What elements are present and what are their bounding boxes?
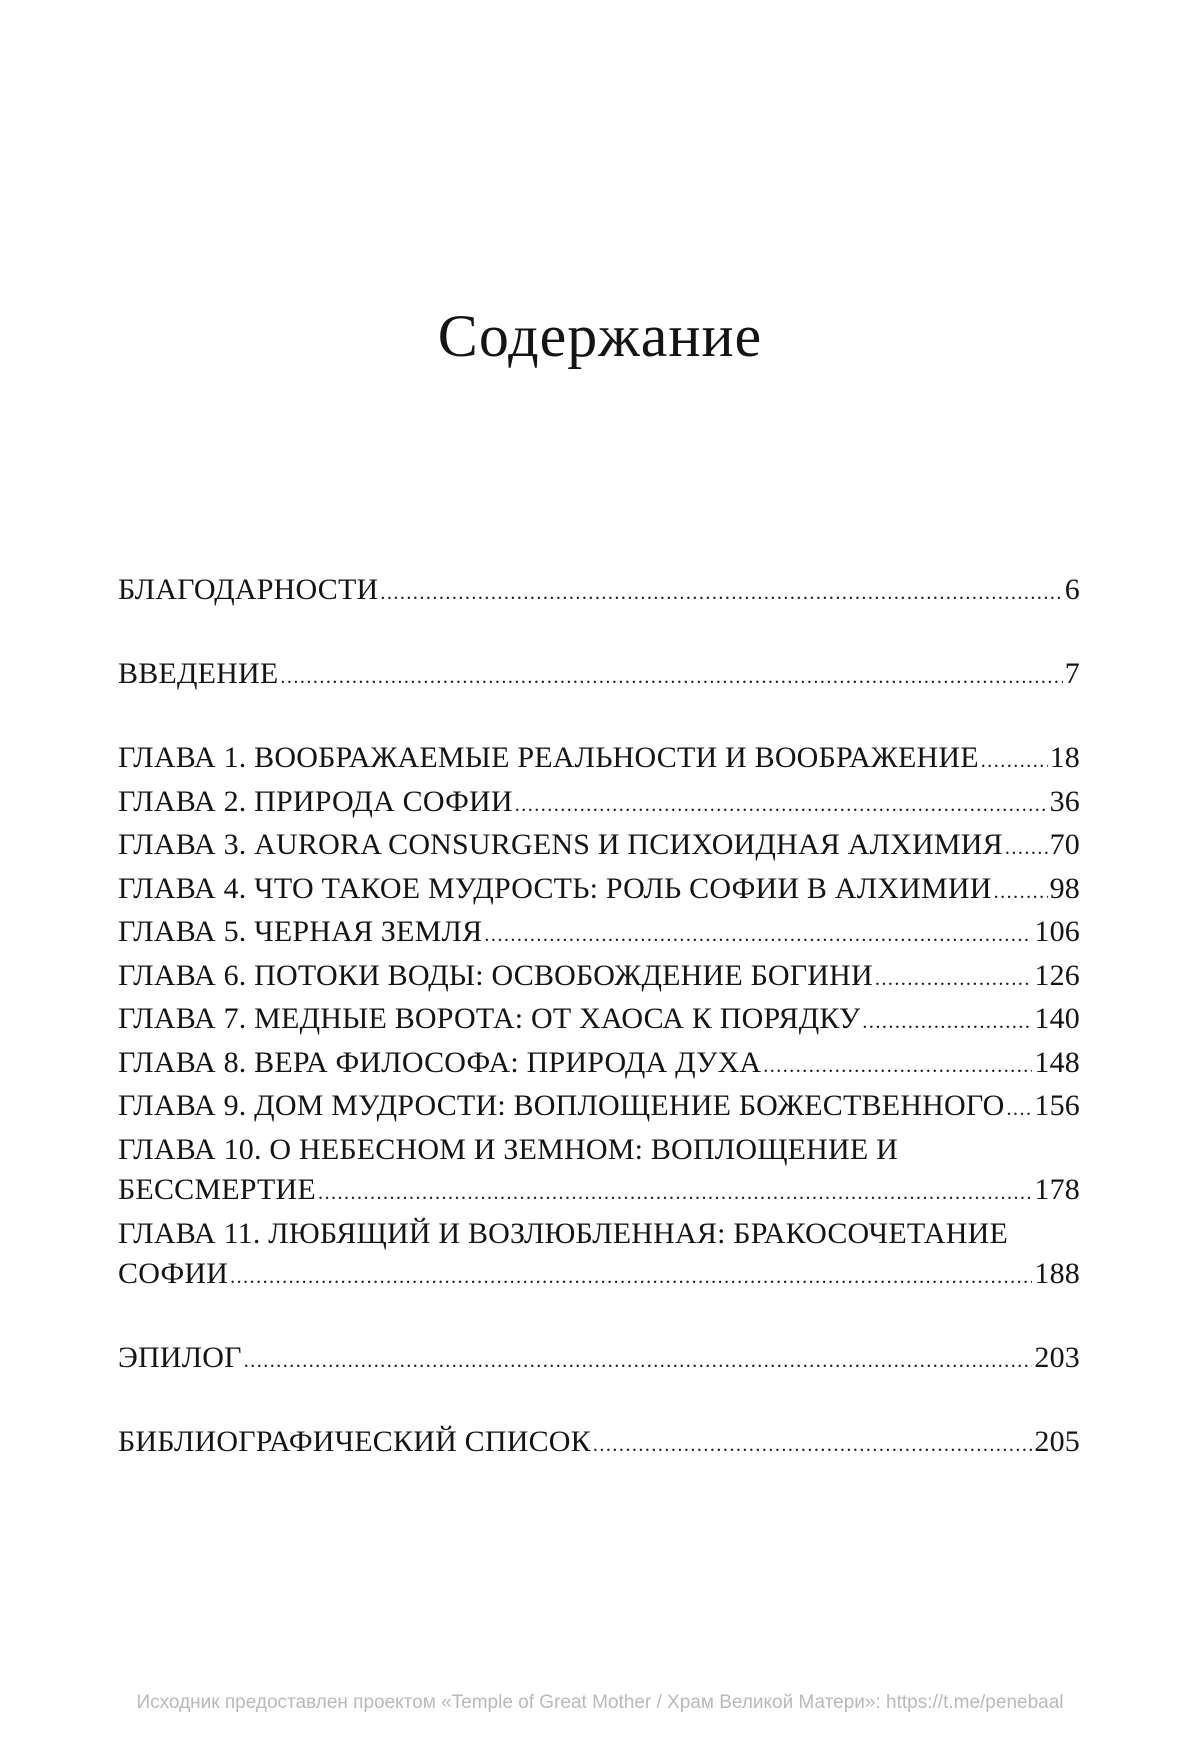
toc-entry-label: ГЛАВА 7. МЕДНЫЕ ВОРОТА: ОТ ХАОСА К ПОРЯДКУ: [118, 1002, 861, 1035]
dot-leader: [1005, 828, 1048, 869]
toc-entry-heading-line: ГЛАВА 10. О НЕБЕСНОМ И ЗЕМНОМ: ВОПЛОЩЕНИЕ И: [118, 1132, 899, 1166]
toc-entry-heading-line: ГЛАВА 11. ЛЮБЯЩИЙ И ВОЗЛЮБЛЕННАЯ: БРАКОСОЧЕТАНИЕ: [118, 1216, 1009, 1250]
toc-page-number: 140: [1034, 1002, 1080, 1035]
toc-entry-label: ГЛАВА 5. ЧЕРНАЯ ЗЕМЛЯ: [118, 915, 483, 948]
toc-entry-label: ГЛАВА 9. ДОМ МУДРОСТИ: ВОПЛОЩЕНИЕ БОЖЕСТВЕННОГО: [118, 1089, 1005, 1122]
dot-leader: [875, 959, 1033, 1000]
toc-entry-chapter-5[interactable]: [118, 912, 1080, 956]
toc-entry-bibliography[interactable]: [118, 1422, 1080, 1466]
source-watermark-note: Исходник предоставлен проектом «Temple of Great Mother / Храм Великой Матери»: https://t.me/penebaal: [136, 1692, 1064, 1713]
toc-page-number: 18: [1049, 741, 1080, 774]
toc-entry-label: ГЛАВА 3. AURORA CONSURGENS И ПСИХОИДНАЯ АЛХИМИЯ: [118, 828, 1003, 861]
toc-page-number: 7: [1064, 657, 1080, 690]
toc-page-number: 6: [1064, 573, 1080, 606]
dot-leader: [380, 573, 1062, 614]
toc-entry-chapter-7[interactable]: [118, 999, 1080, 1043]
toc-entry-label: ВВЕДЕНИЕ: [118, 657, 279, 690]
dot-leader: [981, 741, 1048, 782]
page-title: Содержание: [437, 303, 763, 369]
toc-page-number: 203: [1034, 1341, 1080, 1374]
toc-entry-chapter-8[interactable]: [118, 1043, 1080, 1087]
toc-entry-acknowledgements[interactable]: [118, 570, 1080, 614]
toc-entry-chapter-1[interactable]: [118, 738, 1080, 782]
toc-entry-label: БИБЛИОГРАФИЧЕСКИЙ СПИСОК: [118, 1425, 591, 1458]
dot-leader: [280, 657, 1062, 698]
toc-entry-introduction[interactable]: [118, 654, 1080, 698]
dot-leader: [230, 1257, 1032, 1298]
toc-page-number: 205: [1034, 1425, 1080, 1458]
toc-page-number: 36: [1049, 784, 1080, 818]
toc-entry-chapter-10[interactable]: [118, 1130, 1080, 1214]
toc-page-number: 70: [1049, 828, 1080, 861]
dot-leader: [994, 872, 1048, 913]
dot-leader: [1007, 1089, 1033, 1130]
toc-entry-chapter-6[interactable]: [118, 956, 1080, 1000]
dot-leader: [862, 1002, 1032, 1043]
toc-entry-chapter-3[interactable]: [118, 825, 1080, 869]
toc-page-number: 106: [1034, 915, 1080, 948]
dot-leader: [593, 1425, 1033, 1466]
toc-entry-label: БЛАГОДАРНОСТИ: [118, 573, 379, 606]
toc-entry-chapter-9[interactable]: [118, 1086, 1080, 1130]
toc-page-number: 188: [1034, 1257, 1080, 1290]
toc-entry-label: ГЛАВА 1. ВООБРАЖАЕМЫЕ РЕАЛЬНОСТИ И ВООБРАЖЕНИЕ: [118, 741, 979, 774]
dot-leader: [244, 1341, 1033, 1382]
toc-entry-label: СОФИИ: [118, 1257, 229, 1290]
toc-page-number: 98: [1049, 871, 1080, 905]
toc-entry-epilogue[interactable]: [118, 1338, 1080, 1382]
dot-leader: [515, 785, 1048, 826]
dot-leader: [318, 1173, 1032, 1214]
toc-entry-chapter-4[interactable]: [118, 869, 1080, 913]
dot-leader: [763, 1046, 1032, 1087]
toc-entry-label: ЭПИЛОГ: [118, 1341, 242, 1374]
toc-entry-chapter-2[interactable]: [118, 782, 1080, 826]
toc-entry-label: ГЛАВА 6. ПОТОКИ ВОДЫ: ОСВОБОЖДЕНИЕ БОГИНИ: [118, 958, 873, 992]
toc-entry-chapter-11[interactable]: [118, 1214, 1080, 1298]
toc-entry-label: ГЛАВА 4. ЧТО ТАКОЕ МУДРОСТЬ: РОЛЬ СОФИИ В АЛХИМИИ: [118, 871, 992, 905]
table-of-contents: [118, 570, 1080, 1466]
toc-page-number: 148: [1034, 1045, 1080, 1079]
toc-page-number: 178: [1034, 1173, 1080, 1206]
dot-leader: [484, 915, 1032, 956]
toc-entry-label: ГЛАВА 2. ПРИРОДА СОФИИ: [118, 784, 513, 818]
toc-entry-label: ГЛАВА 8. ВЕРА ФИЛОСОФА: ПРИРОДА ДУХА: [118, 1045, 762, 1079]
toc-entry-label: БЕССМЕРТИЕ: [118, 1173, 316, 1206]
toc-page-number: 126: [1034, 958, 1080, 992]
toc-page-number: 156: [1034, 1089, 1080, 1122]
